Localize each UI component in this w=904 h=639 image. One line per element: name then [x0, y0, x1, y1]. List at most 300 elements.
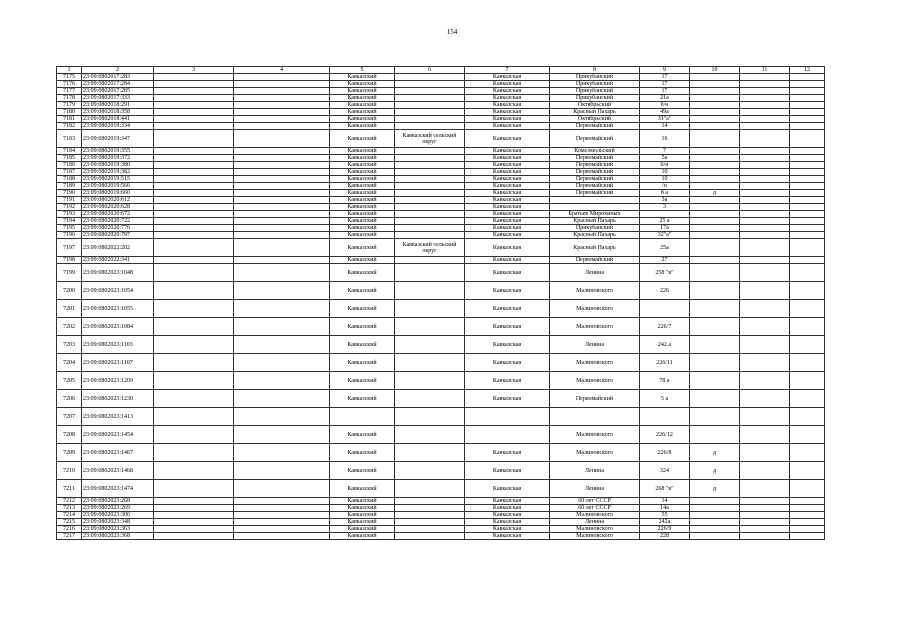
table-row	[57, 74, 825, 81]
cell-col12	[790, 372, 825, 390]
cell-col12	[790, 257, 825, 264]
cell-col12	[790, 183, 825, 190]
flag-cell	[690, 232, 740, 239]
cadastral-number: 23:09:0802018:358	[82, 109, 154, 116]
cell-col12	[790, 81, 825, 88]
settlement-district-cell	[395, 197, 465, 204]
cell-col11	[740, 372, 790, 390]
cell-col3	[154, 169, 234, 176]
flag-cell	[690, 123, 740, 130]
street-cell: Первомайский	[550, 257, 640, 264]
cell-col3	[154, 74, 234, 81]
settlement-district-cell: Кавказский сельский округ	[395, 239, 465, 257]
row-number: 7188	[57, 176, 82, 183]
table-row	[57, 218, 825, 225]
flag-cell: д	[690, 480, 740, 498]
cell-col12	[790, 123, 825, 130]
street-cell: Малиновского	[550, 300, 640, 318]
cell-col11	[740, 176, 790, 183]
house-number-cell: 5а	[640, 155, 690, 162]
street-cell: Малиновского	[550, 372, 640, 390]
settlement-cell: Кавказская	[465, 372, 550, 390]
district-cell: Кавказский	[330, 462, 395, 480]
settlement-district-cell	[395, 218, 465, 225]
column-header: 5	[330, 67, 395, 74]
cadastral-number: 23:09:0802020:628	[82, 204, 154, 211]
cell-col4	[234, 444, 330, 462]
street-cell: Первомайский	[550, 155, 640, 162]
cell-col12	[790, 88, 825, 95]
settlement-district-cell	[395, 102, 465, 109]
table-row	[57, 109, 825, 116]
flag-cell: д	[690, 190, 740, 197]
cell-col11	[740, 218, 790, 225]
house-number-cell: 5 а	[640, 390, 690, 408]
settlement-district-cell	[395, 88, 465, 95]
cell-col12	[790, 444, 825, 462]
settlement-cell: Кавказская	[465, 505, 550, 512]
flag-cell	[690, 183, 740, 190]
settlement-district-cell	[395, 512, 465, 519]
settlement-cell: Кавказская	[465, 526, 550, 533]
table-row	[57, 533, 825, 540]
cell-col11	[740, 336, 790, 354]
settlement-cell: Кавказская	[465, 74, 550, 81]
settlement-district-cell	[395, 264, 465, 282]
settlement-cell: Кавказская	[465, 390, 550, 408]
cell-col11	[740, 519, 790, 526]
cell-col4	[234, 426, 330, 444]
cell-col3	[154, 282, 234, 300]
settlement-cell: Кавказская	[465, 354, 550, 372]
settlement-cell: Кавказская	[465, 282, 550, 300]
cell-col4	[234, 408, 330, 426]
table-row	[57, 148, 825, 155]
settlement-cell: Кавказская	[465, 533, 550, 540]
cell-col4	[234, 300, 330, 318]
row-number: 7176	[57, 81, 82, 88]
cell-col11	[740, 505, 790, 512]
cell-col3	[154, 372, 234, 390]
row-number: 7198	[57, 257, 82, 264]
house-number-cell: 226/8	[640, 444, 690, 462]
cell-col12	[790, 519, 825, 526]
cell-col3	[154, 197, 234, 204]
house-number-cell	[640, 300, 690, 318]
settlement-cell: Кавказская	[465, 300, 550, 318]
cell-col3	[154, 300, 234, 318]
settlement-cell: Кавказская	[465, 239, 550, 257]
cell-col12	[790, 505, 825, 512]
column-header: 6	[395, 67, 465, 74]
flag-cell	[690, 264, 740, 282]
flag-cell	[690, 408, 740, 426]
table-row	[57, 300, 825, 318]
house-number-cell: 14	[640, 123, 690, 130]
district-cell: Кавказский	[330, 183, 395, 190]
table-row	[57, 211, 825, 218]
house-number-cell: 78 а	[640, 372, 690, 390]
column-header: 10	[690, 67, 740, 74]
cell-col11	[740, 102, 790, 109]
cell-col3	[154, 480, 234, 498]
street-cell: Малиновского	[550, 512, 640, 519]
flag-cell	[690, 88, 740, 95]
settlement-district-cell	[395, 155, 465, 162]
house-number-cell: 10	[640, 176, 690, 183]
settlement-district-cell	[395, 232, 465, 239]
cell-col3	[154, 176, 234, 183]
cell-col4	[234, 519, 330, 526]
settlement-cell: Кавказская	[465, 211, 550, 218]
district-cell: Кавказский	[330, 232, 395, 239]
street-cell: Малиновского	[550, 354, 640, 372]
cadastral-number: 23:09:0802018:291	[82, 102, 154, 109]
settlement-district-cell	[395, 505, 465, 512]
cell-col4	[234, 282, 330, 300]
cell-col4	[234, 264, 330, 282]
cell-col11	[740, 130, 790, 148]
column-header: 4	[234, 67, 330, 74]
cell-col12	[790, 74, 825, 81]
cell-col4	[234, 336, 330, 354]
settlement-cell: Кавказская	[465, 480, 550, 498]
street-cell: Первомайский	[550, 130, 640, 148]
row-number: 7180	[57, 109, 82, 116]
house-number-cell: 21а	[640, 95, 690, 102]
cell-col3	[154, 264, 234, 282]
table-row	[57, 390, 825, 408]
house-number-cell: 55	[640, 512, 690, 519]
district-cell: Кавказский	[330, 95, 395, 102]
settlement-district-cell	[395, 116, 465, 123]
cell-col3	[154, 123, 234, 130]
street-cell: Ленина	[550, 264, 640, 282]
cadastral-number: 23:09:0802017:285	[82, 88, 154, 95]
cadastral-number: 23:09:0802023:1209	[82, 372, 154, 390]
settlement-cell: Кавказская	[465, 225, 550, 232]
cell-col11	[740, 211, 790, 218]
cell-col12	[790, 512, 825, 519]
cadastral-number: 23:09:0802023:1048	[82, 264, 154, 282]
settlement-district-cell	[395, 74, 465, 81]
cell-col12	[790, 264, 825, 282]
cell-col4	[234, 354, 330, 372]
flag-cell: д	[690, 444, 740, 462]
district-cell: Кавказский	[330, 444, 395, 462]
district-cell: Кавказский	[330, 211, 395, 218]
cell-col11	[740, 74, 790, 81]
settlement-district-cell	[395, 225, 465, 232]
settlement-district-cell	[395, 211, 465, 218]
cell-col3	[154, 155, 234, 162]
table-row	[57, 498, 825, 505]
cadastral-number: 23:09:0802017:333	[82, 95, 154, 102]
table-row	[57, 372, 825, 390]
settlement-district-cell	[395, 498, 465, 505]
cadastral-number: 23:09:0802018:441	[82, 116, 154, 123]
house-number-cell	[640, 211, 690, 218]
row-number: 7202	[57, 318, 82, 336]
district-cell: Кавказский	[330, 533, 395, 540]
house-number-cell: 17	[640, 81, 690, 88]
district-cell: Кавказский	[330, 300, 395, 318]
cell-col3	[154, 81, 234, 88]
flag-cell	[690, 512, 740, 519]
cell-col11	[740, 354, 790, 372]
settlement-cell: Кавказская	[465, 176, 550, 183]
row-number: 7200	[57, 282, 82, 300]
column-header: 7	[465, 67, 550, 74]
settlement-district-cell	[395, 148, 465, 155]
cell-col12	[790, 197, 825, 204]
cell-col12	[790, 526, 825, 533]
cell-col11	[740, 257, 790, 264]
district-cell: Кавказский	[330, 190, 395, 197]
cell-col3	[154, 148, 234, 155]
house-number-cell: 49а	[640, 109, 690, 116]
cell-col3	[154, 225, 234, 232]
cell-col11	[740, 95, 790, 102]
district-cell: Кавказский	[330, 505, 395, 512]
row-number: 7191	[57, 197, 82, 204]
settlement-cell: Кавказская	[465, 88, 550, 95]
cell-col3	[154, 211, 234, 218]
house-number-cell: 17	[640, 88, 690, 95]
cadastral-number: 23:09:0802017:283	[82, 74, 154, 81]
cell-col12	[790, 162, 825, 169]
cell-col12	[790, 390, 825, 408]
table-row	[57, 225, 825, 232]
street-cell: Прикубанский	[550, 225, 640, 232]
house-number-cell: 14	[640, 498, 690, 505]
table-row	[57, 197, 825, 204]
house-number-cell: б/н	[640, 162, 690, 169]
row-number: 7211	[57, 480, 82, 498]
house-number-cell: 324	[640, 462, 690, 480]
cell-col11	[740, 390, 790, 408]
settlement-cell: Кавказская	[465, 95, 550, 102]
house-number-cell: 228	[640, 533, 690, 540]
settlement-district-cell	[395, 81, 465, 88]
cell-col12	[790, 498, 825, 505]
cell-col11	[740, 225, 790, 232]
column-header: 12	[790, 67, 825, 74]
row-number: 7190	[57, 190, 82, 197]
table-row	[57, 232, 825, 239]
house-number-cell: 242а	[640, 519, 690, 526]
settlement-cell: Кавказская	[465, 218, 550, 225]
cell-col3	[154, 95, 234, 102]
cadastral-number: 23:09:0802022:202	[82, 239, 154, 257]
district-cell: Кавказский	[330, 282, 395, 300]
street-cell: Малиновского	[550, 533, 640, 540]
settlement-district-cell	[395, 204, 465, 211]
district-cell: Кавказский	[330, 176, 395, 183]
street-cell: Ленина	[550, 480, 640, 498]
row-number: 7209	[57, 444, 82, 462]
cell-col3	[154, 109, 234, 116]
cell-col3	[154, 444, 234, 462]
cell-col4	[234, 318, 330, 336]
cell-col4	[234, 197, 330, 204]
cell-col4	[234, 102, 330, 109]
cell-col11	[740, 264, 790, 282]
cell-col12	[790, 102, 825, 109]
cell-col11	[740, 232, 790, 239]
cell-col4	[234, 88, 330, 95]
settlement-cell: Кавказская	[465, 190, 550, 197]
flag-cell	[690, 109, 740, 116]
district-cell: Кавказский	[330, 102, 395, 109]
cell-col3	[154, 426, 234, 444]
house-number-cell: 32"а"	[640, 232, 690, 239]
street-cell: Первомайский	[550, 183, 640, 190]
settlement-cell: Кавказская	[465, 130, 550, 148]
settlement-cell: Кавказская	[465, 116, 550, 123]
cell-col11	[740, 183, 790, 190]
cell-col3	[154, 190, 234, 197]
flag-cell	[690, 81, 740, 88]
cadastral-number: 23:09:0802023:268	[82, 498, 154, 505]
table-row	[57, 190, 825, 197]
header-row	[57, 67, 825, 74]
cell-col3	[154, 354, 234, 372]
settlement-district-cell	[395, 480, 465, 498]
cell-col4	[234, 81, 330, 88]
column-header: 2	[82, 67, 154, 74]
settlement-district-cell	[395, 444, 465, 462]
district-cell: Кавказский	[330, 426, 395, 444]
house-number-cell: 8 а	[640, 190, 690, 197]
cell-col3	[154, 408, 234, 426]
house-number-cell: 258 "в"	[640, 264, 690, 282]
table-row	[57, 462, 825, 480]
page-number: 154	[446, 28, 458, 36]
cadastral-number: 23:09:0802019:334	[82, 123, 154, 130]
street-cell: Малиновского	[550, 282, 640, 300]
cell-col12	[790, 130, 825, 148]
table-row	[57, 480, 825, 498]
row-number: 7201	[57, 300, 82, 318]
flag-cell	[690, 74, 740, 81]
cell-col4	[234, 148, 330, 155]
cell-col11	[740, 190, 790, 197]
table-row	[57, 176, 825, 183]
row-number: 7178	[57, 95, 82, 102]
cell-col12	[790, 480, 825, 498]
row-number: 7185	[57, 155, 82, 162]
cell-col3	[154, 257, 234, 264]
cell-col12	[790, 95, 825, 102]
cell-col4	[234, 183, 330, 190]
cadastral-number: 23:09:0802023:1467	[82, 444, 154, 462]
cell-col11	[740, 155, 790, 162]
cell-col4	[234, 162, 330, 169]
street-cell: Братьев Мирохиных	[550, 211, 640, 218]
district-cell: Кавказский	[330, 218, 395, 225]
settlement-cell: Кавказская	[465, 462, 550, 480]
table-row	[57, 169, 825, 176]
settlement-district-cell	[395, 300, 465, 318]
street-cell: Красный Пахарь	[550, 232, 640, 239]
column-header: 3	[154, 67, 234, 74]
flag-cell	[690, 498, 740, 505]
cell-col4	[234, 218, 330, 225]
cadastral-number: 23:09:0802019:382	[82, 169, 154, 176]
cadastral-number: 23:09:0802023:1454	[82, 426, 154, 444]
street-cell	[550, 408, 640, 426]
flag-cell	[690, 282, 740, 300]
cadastral-number: 23:09:0802023:269	[82, 505, 154, 512]
cell-col12	[790, 176, 825, 183]
cell-col3	[154, 130, 234, 148]
settlement-cell: Кавказская	[465, 519, 550, 526]
street-cell: 60 лет СССР	[550, 505, 640, 512]
cadastral-number: 23:09:0802019:372	[82, 155, 154, 162]
cell-col3	[154, 318, 234, 336]
district-cell: Кавказский	[330, 204, 395, 211]
settlement-cell: Кавказская	[465, 318, 550, 336]
house-number-cell	[640, 408, 690, 426]
house-number-cell: б/н	[640, 102, 690, 109]
street-cell: Октябрьский	[550, 116, 640, 123]
cell-col3	[154, 102, 234, 109]
cell-col4	[234, 232, 330, 239]
flag-cell	[690, 336, 740, 354]
table-row	[57, 505, 825, 512]
district-cell: Кавказский	[330, 162, 395, 169]
row-number: 7175	[57, 74, 82, 81]
cell-col11	[740, 88, 790, 95]
flag-cell	[690, 148, 740, 155]
cell-col12	[790, 282, 825, 300]
flag-cell	[690, 225, 740, 232]
table-row	[57, 183, 825, 190]
district-cell: Кавказский	[330, 239, 395, 257]
settlement-district-cell: Кавказский сельский округ	[395, 130, 465, 148]
settlement-district-cell	[395, 318, 465, 336]
cell-col12	[790, 109, 825, 116]
flag-cell	[690, 116, 740, 123]
house-number-cell: 17а	[640, 225, 690, 232]
flag-cell	[690, 95, 740, 102]
settlement-cell: Кавказская	[465, 197, 550, 204]
cell-col3	[154, 336, 234, 354]
row-number: 7206	[57, 390, 82, 408]
table-row	[57, 81, 825, 88]
row-number: 7193	[57, 211, 82, 218]
row-number: 7194	[57, 218, 82, 225]
street-cell: Прикубанский	[550, 88, 640, 95]
row-number: 7207	[57, 408, 82, 426]
cell-col4	[234, 390, 330, 408]
cadastral-number: 23:09:0802023:1084	[82, 318, 154, 336]
street-cell	[550, 204, 640, 211]
house-number-cell: 226/9	[640, 526, 690, 533]
cadastral-number: 23:09:0802023:363	[82, 526, 154, 533]
cadastral-number: 23:09:0802023:1474	[82, 480, 154, 498]
settlement-district-cell	[395, 519, 465, 526]
cell-col4	[234, 257, 330, 264]
cell-col11	[740, 444, 790, 462]
row-number: 7183	[57, 130, 82, 148]
district-cell: Кавказский	[330, 526, 395, 533]
cell-col4	[234, 462, 330, 480]
row-number: 7189	[57, 183, 82, 190]
row-number: 7205	[57, 372, 82, 390]
cell-col11	[740, 300, 790, 318]
